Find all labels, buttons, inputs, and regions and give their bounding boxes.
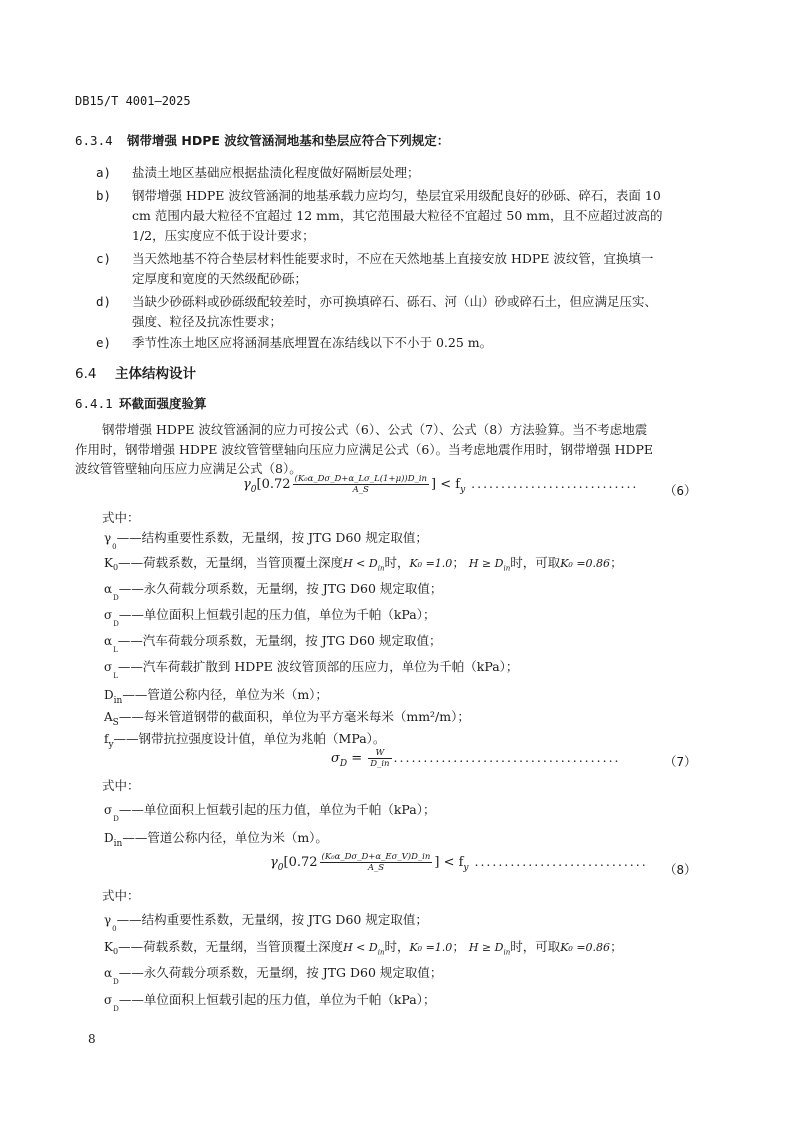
equation-8 — [270, 852, 648, 873]
def-subscript: L — [113, 646, 118, 654]
def-condition-sub: in — [377, 948, 385, 957]
eq-coefficient: [0.72 — [283, 855, 318, 870]
def-symbol: γ — [104, 531, 112, 545]
list-text-continuation: cm 范围内最大粒径不宜超过 12 mm，其它范围最大粒径不宜超过 50 mm，且不应超过波高的 — [132, 208, 663, 223]
definition-alphaD — [104, 579, 443, 602]
def-symbol: σ — [104, 803, 113, 817]
def-text: ——永久荷载分项系数，无量纲，按 JTG D60 规定取值； — [118, 965, 443, 980]
def-subscript: D — [113, 1005, 119, 1013]
equation-number: （7） — [664, 754, 697, 769]
def-symbol: A — [104, 710, 113, 724]
def-condition-sub: in — [503, 564, 511, 573]
eq-denominator: A_S — [352, 485, 369, 495]
def-subscript: L — [113, 672, 118, 680]
eq-leader-dots: ............................. — [468, 854, 648, 869]
eq-rhs: ] < f — [434, 855, 464, 870]
def-symbol: K — [104, 556, 113, 570]
def-value: K₀ =1.0 — [409, 941, 453, 954]
list-marker: e) — [96, 335, 112, 350]
def-text: ——结构重要性系数，无量纲，按 JTG D60 规定取值； — [116, 912, 428, 927]
list-marker: a) — [96, 165, 112, 180]
eq-fraction — [320, 852, 433, 873]
def-text: ——汽车荷载分项系数，无量纲，按 JTG D60 规定取值； — [117, 633, 442, 648]
where-label: 式中： — [102, 510, 140, 525]
definition-alphaD — [104, 963, 443, 986]
def-subscript: 0 — [112, 947, 119, 956]
def-text: ——单位面积上恒载引起的压力值，单位为千帕（kPa）； — [118, 992, 436, 1007]
eq-numerator: (K₀α_Dσ_D+α_Lσ_L(1+μ))D_in — [294, 474, 428, 484]
def-text: ——管道公称内径，单位为米（m）； — [122, 687, 328, 702]
def-text: ——结构重要性系数，无量纲，按 JTG D60 规定取值； — [116, 530, 428, 545]
def-text: ——荷载系数，无量纲，当管顶覆土深度 — [118, 939, 344, 954]
eq-subscript: 0 — [250, 485, 257, 495]
def-text: ——每米管道钢带的截面积，单位为平方毫米每米（mm²/m）； — [118, 709, 470, 724]
eq-rhs: ] < f — [431, 477, 461, 492]
clause-number: 6.4.1 — [75, 396, 113, 411]
def-subscript: D — [113, 815, 119, 823]
list-text: 当缺少砂砾料或砂砾级配较差时，亦可换填碎石、砾石、河（山）砂或碎石土，但应满足压实、 — [132, 294, 658, 309]
eq-subscript: 0 — [277, 863, 284, 873]
def-text: 时， — [384, 555, 410, 570]
def-subscript: D — [113, 620, 119, 628]
def-text: 时，可取 — [510, 555, 561, 570]
def-text: 时， — [384, 939, 410, 954]
def-subscript: 0 — [112, 563, 119, 572]
definition-sigmaD — [104, 990, 436, 1013]
def-symbol: α — [104, 966, 113, 980]
equation-7 — [331, 748, 621, 769]
eq-numerator: W — [368, 748, 391, 759]
page-number: 8 — [88, 1032, 96, 1046]
definition-as — [104, 707, 470, 728]
def-value: K₀ =1.0 — [409, 557, 453, 570]
clause-6-4-1-heading — [75, 394, 207, 412]
def-text: ——永久荷载分项系数，无量纲，按 JTG D60 规定取值； — [118, 581, 443, 596]
definition-k0 — [104, 937, 623, 957]
list-item-d — [96, 292, 657, 310]
equation-6 — [243, 474, 638, 495]
def-end: ； — [610, 555, 623, 570]
list-text-continuation: 定厚度和宽度的天然级配砂砾； — [132, 271, 308, 286]
list-item-a — [96, 163, 420, 181]
list-text: 钢带增强 HDPE 波纹管涵洞的地基承载力应均匀，垫层宜采用级配良好的砂砾、碎石，表面 10 — [132, 188, 661, 203]
eq-denominator: D_in — [370, 759, 390, 769]
clause-title: 钢带增强 HDPE 波纹管涵洞地基和垫层应符合下列规定： — [127, 133, 450, 148]
def-text: 时，可取 — [510, 939, 561, 954]
def-subscript: 0 — [112, 543, 117, 551]
eq-numerator: (K₀α_Dσ_D+α_Eσ_V)D_in — [321, 852, 431, 862]
list-item-e — [96, 333, 492, 351]
equation-number: （8） — [664, 862, 697, 877]
def-condition-sub: in — [503, 948, 511, 957]
def-condition: H < D — [343, 941, 378, 954]
eq-coefficient: [0.72 — [256, 477, 291, 492]
def-separator: ； — [452, 555, 465, 570]
eq-subscript: y — [463, 863, 469, 873]
def-symbol: γ — [104, 913, 112, 927]
where-label: 式中： — [102, 778, 140, 793]
def-text: ——汽车荷载扩散到 HDPE 波纹管顶部的压应力，单位为千帕（kPa）； — [117, 659, 519, 674]
def-condition: H ≥ D — [468, 557, 504, 570]
list-text-continuation: 强度、粒径及抗冻性要求； — [132, 314, 283, 329]
clause-6-3-4-heading — [75, 131, 449, 149]
def-symbol: σ — [104, 608, 113, 622]
list-text: 盐渍土地区基础应根据盐渍化程度做好隔断层处理； — [132, 165, 420, 180]
list-text: 当天然地基不符合垫层材料性能要求时，不应在天然地基上直接安放 HDPE 波纹管，宜换填一 — [132, 251, 654, 266]
definition-alphaL — [104, 631, 442, 654]
list-marker: c) — [96, 251, 112, 266]
def-text: ——钢带抗拉强度设计值，单位为兆帕（MPa）。 — [113, 731, 386, 746]
def-value: K₀ =0.86 — [560, 557, 611, 570]
eq-subscript: y — [460, 485, 466, 495]
paragraph-line: 钢带增强 HDPE 波纹管涵洞的应力可按公式（6）、公式（7）、公式（8）方法验算。当不考虑地震 — [102, 422, 648, 437]
def-symbol: D — [104, 831, 114, 845]
def-separator: ； — [452, 939, 465, 954]
def-symbol: σ — [104, 660, 113, 674]
eq-symbol-gamma: γ — [270, 855, 278, 870]
equation-number: （6） — [664, 483, 697, 498]
eq-symbol-gamma: γ — [243, 477, 251, 492]
def-symbol: α — [104, 634, 113, 648]
definition-gamma0 — [104, 528, 428, 551]
paragraph-line: 波纹管管壁轴向压应力应满足公式（8）。 — [75, 461, 302, 476]
definition-sigmaL — [104, 657, 519, 680]
definition-din — [104, 685, 328, 706]
definition-din — [104, 828, 328, 849]
document-code: DB15/T 4001—2025 — [75, 94, 191, 108]
def-subscript: D — [113, 978, 119, 986]
list-text: 季节性冻土地区应将涵洞基底埋置在冻结线以下不小于 0.25 m。 — [132, 335, 493, 350]
def-value: K₀ =0.86 — [560, 941, 611, 954]
definition-gamma0 — [104, 910, 428, 933]
def-symbol: K — [104, 940, 113, 954]
eq-equals: = — [347, 751, 367, 766]
def-text: ——单位面积上恒载引起的压力值，单位为千帕（kPa）； — [118, 607, 436, 622]
eq-fraction — [368, 748, 391, 769]
def-condition-sub: in — [377, 564, 385, 573]
eq-symbol-sigma: σ — [331, 751, 340, 766]
def-text: ——管道公称内径，单位为米（m）。 — [122, 830, 328, 845]
clause-number: 6.3.4 — [75, 133, 113, 148]
def-subscript: D — [113, 594, 119, 602]
def-end: ； — [610, 939, 623, 954]
list-item-b — [96, 186, 661, 204]
def-subscript: in — [113, 839, 123, 849]
list-text-continuation: 1/2，压实度应不低于设计要求； — [132, 228, 315, 243]
definition-k0 — [104, 553, 623, 573]
eq-denominator: A_S — [367, 863, 385, 873]
definition-sigmaD — [104, 800, 436, 823]
section-6-4-heading — [75, 362, 196, 382]
list-item-c — [96, 249, 653, 267]
definition-sigmaD — [104, 605, 436, 628]
def-symbol: α — [104, 582, 113, 596]
list-marker: b) — [96, 188, 112, 203]
clause-title: 环截面强度验算 — [119, 396, 207, 411]
def-text: ——荷载系数，无量纲，当管顶覆土深度 — [118, 555, 344, 570]
def-symbol: σ — [104, 993, 113, 1007]
where-label: 式中： — [102, 888, 140, 903]
def-subscript: y — [108, 740, 114, 750]
paragraph-line: 作用时，钢带增强 HDPE 波纹管管壁轴向压应力应满足公式（6）。当考虑地震作用时，钢带增强 HDPE — [75, 442, 654, 457]
section-number: 6.4 — [75, 366, 97, 382]
def-subscript: in — [113, 696, 123, 706]
definition-fy — [104, 729, 386, 750]
eq-leader-dots: ............................ — [465, 476, 639, 491]
def-text: ——单位面积上恒载引起的压力值，单位为千帕（kPa）； — [118, 802, 436, 817]
def-symbol: f — [104, 732, 109, 746]
eq-fraction — [293, 474, 429, 495]
def-symbol: D — [104, 688, 114, 702]
def-condition: H ≥ D — [468, 941, 504, 954]
def-condition: H < D — [343, 557, 378, 570]
def-subscript: S — [112, 718, 119, 728]
section-title: 主体结构设计 — [115, 366, 196, 382]
eq-subscript: D — [339, 759, 348, 769]
list-marker: d) — [96, 294, 112, 309]
eq-leader-dots: ...................................... — [393, 750, 621, 765]
def-subscript: 0 — [112, 925, 117, 933]
